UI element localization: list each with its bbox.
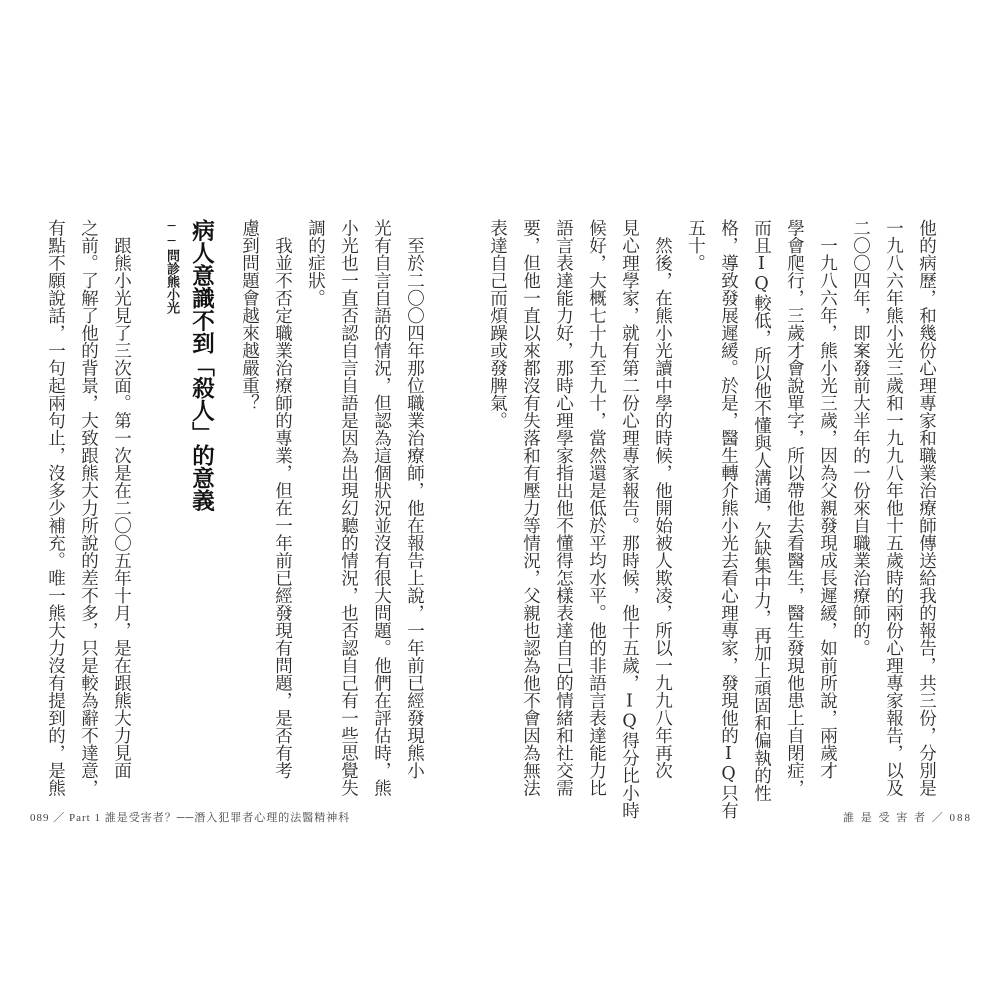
text-column: 要，但他一直以來都沒有失落和有壓力等情況，父親也認為他不會因為無法 [520,219,541,797]
text-column: 跟熊小光見了三次面。第一次是在二〇〇五年十月，是在跟熊大力見面 [111,219,132,779]
text-column: 然後，在熊小光讀中學的時候，他開始被人欺凌，所以一九九八年再次 [652,219,673,779]
text-column: 表達自己而煩躁或發脾氣。 [487,219,508,429]
text-column: 慮到問題會越來越嚴重？ [239,219,260,412]
section-heading: 病人意識不到「殺人」的意義 [188,219,215,512]
page-folio-right: 誰 是 受 害 者 ／ 088 [843,812,972,824]
text-column: 一九八六年熊小光三歲和一九九八年他十五歲時的兩份心理專家報告，以及 [883,219,904,797]
text-column: 我並不否定職業治療師的專業，但在一年前已經發現有問題，是否有考 [272,219,293,779]
text-column: 小光也一直否認自言自語是因為出現幻聽的情況，也否認自己有一些思覺失 [338,219,359,797]
page-folio-left: 089 ／ Part 1 誰是受害者？──潛入犯罪者心理的法醫精神科 [30,812,351,824]
text-column: 格，導致發展遲緩。於是，醫生轉介熊小光去看心理專家，發現他的IQ只有 [718,219,739,819]
text-column: 有點不願說話，一句起兩句止，沒多少補充。唯一熊大力沒有提到的，是熊 [45,219,66,797]
text-column: 五十。 [685,219,706,272]
section-subheading: ──問診熊小光 [164,219,179,314]
text-column: 至於二〇〇四年那位職業治療師，他在報告上說，一年前已經發現熊小 [404,219,425,779]
text-column: 他的病歷，和幾份心理專家和職業治療師傳送給我的報告，共三份，分別是 [916,219,937,797]
text-column: 候好，大概七十九至九十，當然還是低於平均水平。他的非語言表達能力比 [586,219,607,797]
text-column: 學會爬行，三歲才會說單字，所以帶他去看醫生，醫生發現他患上自閉症， [784,219,805,797]
text-column: 見心理學家，就有第二份心理專家報告。那時候，他十五歲，IQ得分比小時 [619,219,640,819]
text-column: 一九八六年，熊小光三歲，因為父親發現成長遲緩，如前所說，兩歲才 [817,219,838,779]
text-column: 之前。了解了他的背景，大致跟熊大力所說的差不多，只是較為辭不達意， [78,219,99,797]
text-column: 而且IQ較低，所以他不懂與人溝通，欠缺集中力，再加上頑固和偏執的性 [751,219,772,802]
text-column: 調的症狀。 [305,219,326,307]
text-column: 二〇〇四年，即案發前大半年的一份來自職業治療師的。 [850,219,871,657]
text-column: 語言表達能力好，那時心理學家指出他不懂得怎樣表達自己的情緒和社交需 [553,219,574,797]
text-column: 光有自言自語的情況，但認為這個狀況並沒有很大問題。他們在評估時，熊 [371,219,392,797]
